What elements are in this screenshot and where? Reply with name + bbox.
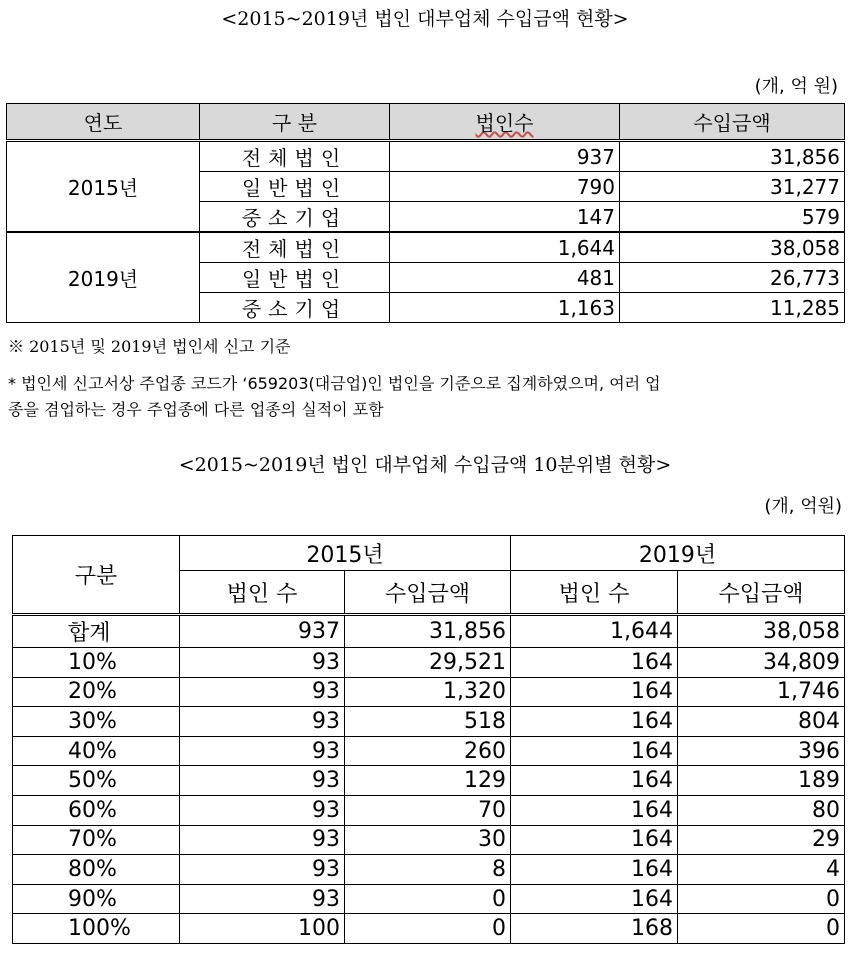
corp-count-2019-cell: 164	[511, 707, 678, 737]
row-label: 중소기업	[200, 202, 390, 233]
table2-year-header-row	[13, 536, 845, 571]
table-row	[13, 766, 845, 796]
corp-count-2019-cell: 164	[511, 766, 678, 796]
header-income-2019: 수입금액	[678, 571, 845, 615]
corp-count-2019-cell: 164	[511, 795, 678, 825]
row-label: 전체법인	[200, 232, 390, 263]
income-2019-cell: 0	[678, 914, 845, 944]
year-cell-2019: 2019년	[7, 232, 200, 323]
corp-count-2015-cell: 93	[180, 855, 345, 885]
header-corp-count-2015: 법인 수	[180, 571, 345, 615]
corp-count-2019-cell: 164	[511, 648, 678, 678]
decile-label-cell: 80%	[13, 855, 180, 885]
table2-unit: (개, 억원)	[764, 496, 842, 517]
year-cell-2015: 2015년	[7, 141, 200, 233]
income-2015-cell: 260	[345, 736, 511, 766]
header-year-2019: 2019년	[511, 536, 845, 571]
corp-count-2019-cell: 1,644	[511, 615, 678, 648]
income-cell: 579	[620, 202, 845, 233]
decile-label-cell: 합계	[13, 615, 180, 648]
header-year-2015: 2015년	[180, 536, 511, 571]
note-methodology-line1: * 법인세 신고서상 주업종 코드가 ‘659203(대금업)인 법인을 기준으로 집계하였으며, 여러 업	[8, 374, 661, 393]
table-row	[13, 914, 845, 944]
income-2015-cell: 29,521	[345, 648, 511, 678]
row-label: 중소기업	[200, 293, 390, 323]
row-label: 일반법인	[200, 172, 390, 202]
income-2015-cell: 0	[345, 884, 511, 914]
income-cell: 31,277	[620, 172, 845, 202]
income-2019-cell: 0	[678, 884, 845, 914]
corp-count-2019-cell: 164	[511, 884, 678, 914]
note-methodology-line2: 종을 겸업하는 경우 주업종에 다른 업종의 실적이 포함	[8, 400, 384, 419]
corp-count-2015-cell: 93	[180, 825, 345, 855]
corp-count-cell: 147	[390, 202, 620, 233]
corp-count-2019-cell: 164	[511, 677, 678, 707]
header-year: 연도	[7, 104, 200, 141]
income-cell: 38,058	[620, 232, 845, 263]
income-2015-cell: 0	[345, 914, 511, 944]
corp-count-cell: 481	[390, 263, 620, 293]
corp-count-2015-cell: 93	[180, 677, 345, 707]
corp-count-2015-cell: 93	[180, 766, 345, 796]
income-2019-cell: 29	[678, 825, 845, 855]
income-2019-cell: 189	[678, 766, 845, 796]
corp-count-cell: 790	[390, 172, 620, 202]
decile-label-cell: 50%	[13, 766, 180, 796]
table-row	[13, 795, 845, 825]
corp-count-2015-cell: 93	[180, 795, 345, 825]
corp-count-2015-cell: 93	[180, 736, 345, 766]
income-2015-cell: 129	[345, 766, 511, 796]
decile-label-cell: 30%	[13, 707, 180, 737]
corp-count-2019-cell: 164	[511, 825, 678, 855]
decile-label-cell: 10%	[13, 648, 180, 678]
table1-unit: (개, 억 원)	[754, 76, 838, 97]
corp-count-cell: 1,163	[390, 293, 620, 323]
table-row	[13, 736, 845, 766]
income-cell: 31,856	[620, 141, 845, 172]
table1-header-row	[7, 104, 845, 141]
table-row	[13, 615, 845, 648]
income-2019-cell: 4	[678, 855, 845, 885]
header-corp-count-2019: 법인 수	[511, 571, 678, 615]
table2-title: <2015~2019년 법인 대부업체 수입금액 10분위별 현황>	[178, 454, 672, 476]
income-2019-cell: 34,809	[678, 648, 845, 678]
corp-count-2015-cell: 100	[180, 914, 345, 944]
note-basis: ※ 2015년 및 2019년 법인세 신고 기준	[8, 337, 291, 356]
corp-count-2015-cell: 93	[180, 648, 345, 678]
table-row	[13, 884, 845, 914]
income-2015-cell: 31,856	[345, 615, 511, 648]
corp-count-cell: 937	[390, 141, 620, 172]
income-2019-cell: 804	[678, 707, 845, 737]
row-label: 전체법인	[200, 141, 390, 172]
income-2019-cell: 80	[678, 795, 845, 825]
corp-count-2015-cell: 93	[180, 884, 345, 914]
header-category: 구분	[13, 536, 180, 615]
income-2015-cell: 30	[345, 825, 511, 855]
corp-count-2019-cell: 164	[511, 855, 678, 885]
corp-count-cell: 1,644	[390, 232, 620, 263]
decile-label-cell: 70%	[13, 825, 180, 855]
table-row	[7, 232, 845, 263]
income-2019-cell: 396	[678, 736, 845, 766]
header-corp-count: 법인수	[390, 104, 620, 141]
income-cell: 26,773	[620, 263, 845, 293]
header-income-2015: 수입금액	[345, 571, 511, 615]
income-2019-cell: 1,746	[678, 677, 845, 707]
income-2015-cell: 518	[345, 707, 511, 737]
table1-title: <2015~2019년 법인 대부업체 수입금액 현황>	[221, 8, 629, 30]
corp-count-2019-cell: 168	[511, 914, 678, 944]
corp-count-2015-cell: 93	[180, 707, 345, 737]
decile-label-cell: 60%	[13, 795, 180, 825]
income-cell: 11,285	[620, 293, 845, 323]
income-2015-cell: 70	[345, 795, 511, 825]
decile-income-table	[12, 535, 845, 944]
table-row	[13, 825, 845, 855]
decile-label-cell: 90%	[13, 884, 180, 914]
income-2015-cell: 1,320	[345, 677, 511, 707]
corporate-lenders-table	[6, 103, 845, 323]
table-row	[13, 855, 845, 885]
corp-count-2019-cell: 164	[511, 736, 678, 766]
table-row	[13, 648, 845, 678]
table-row	[13, 677, 845, 707]
header-income: 수입금액	[620, 104, 845, 141]
row-label: 일반법인	[200, 263, 390, 293]
table-row	[13, 707, 845, 737]
table-row	[7, 141, 845, 172]
income-2019-cell: 38,058	[678, 615, 845, 648]
income-2015-cell: 8	[345, 855, 511, 885]
corp-count-2015-cell: 937	[180, 615, 345, 648]
decile-label-cell: 100%	[13, 914, 180, 944]
decile-label-cell: 40%	[13, 736, 180, 766]
decile-label-cell: 20%	[13, 677, 180, 707]
header-category: 구 분	[200, 104, 390, 141]
